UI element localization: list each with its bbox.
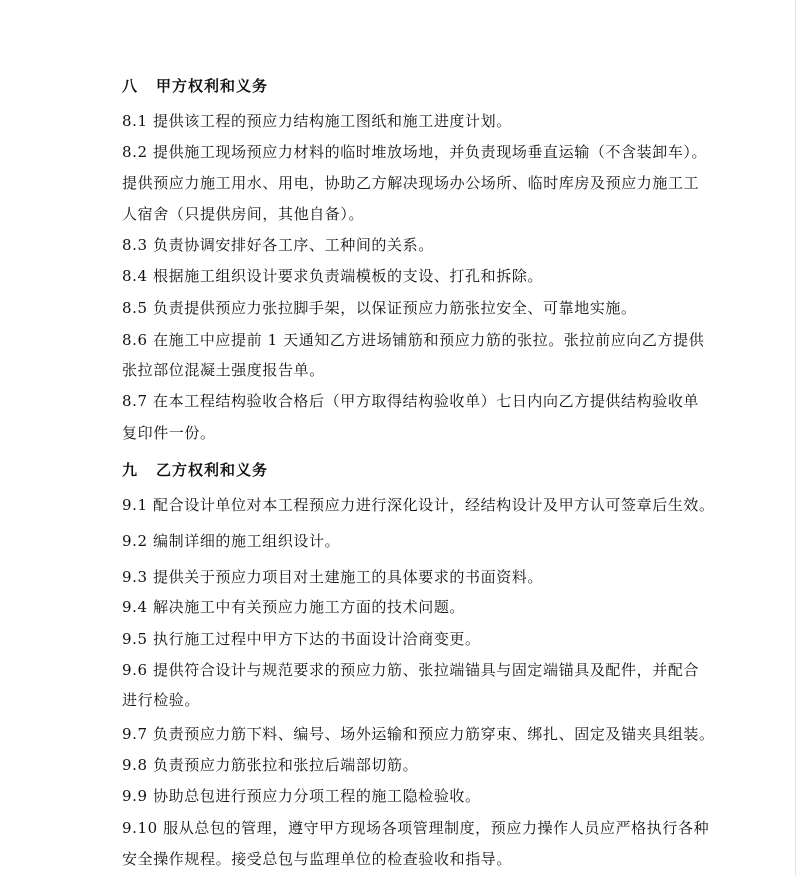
paragraph-line: 9.6 提供符合设计与规范要求的预应力筋、张拉端锚具与固定端锚具及配件，并配合 [122,661,700,679]
paragraph-line: 9.8 负责预应力筋张拉和张拉后端部切筋。 [122,756,419,774]
paragraph-line: 9.2 编制详细的施工组织设计。 [122,532,341,550]
paragraph-line: 9.5 执行施工过程中甲方下达的书面设计洽商变更。 [122,630,481,648]
paragraph-line: 提供预应力施工用水、用电，协助乙方解决现场办公场所、临时库房及预应力施工工 [122,174,700,192]
section-9-number: 九 [122,461,139,479]
paragraph-line: 安全操作规程。接受总包与监理单位的检查验收和指导。 [122,850,513,868]
section-8-title: 甲方权利和义务 [156,77,269,95]
paragraph-line: 9.9 协助总包进行预应力分项工程的施工隐检验收。 [122,787,481,805]
paragraph-line: 复印件一份。 [122,424,216,442]
section-9-title: 乙方权利和义务 [156,461,269,479]
paragraph-line: 8.6 在施工中应提前 1 天通知乙方进场铺筋和预应力筋的张拉。张拉前应向乙方提供 [122,331,705,349]
paragraph-line: 张拉部位混凝土强度报告单。 [122,361,325,379]
paragraph-line: 8.3 负责协调安排好各工序、工种间的关系。 [122,236,434,254]
paragraph-line: 9.10 服从总包的管理，遵守甲方现场各项管理制度，预应力操作人员应严格执行各种 [122,819,710,837]
section-9-heading [122,459,268,480]
paragraph-line: 8.4 根据施工组织设计要求负责端模板的支设、打孔和拆除。 [122,267,544,285]
paragraph-line: 人宿舍（只提供房间，其他自备）。 [122,205,365,223]
paragraph-line: 9.4 解决施工中有关预应力施工方面的技术问题。 [122,598,466,616]
paragraph-line: 8.7 在本工程结构验收合格后（甲方取得结构验收单）七日内向乙方提供结构验收单 [122,392,700,410]
paragraph-line: 9.3 提供关于预应力项目对土建施工的具体要求的书面资料。 [122,568,544,586]
paragraph-line: 9.1 配合设计单位对本工程预应力进行深化设计，经结构设计及甲方认可签章后生效。 [122,496,715,514]
paragraph-line: 9.7 负责预应力筋下料、编号、场外运输和预应力筋穿束、绑扎、固定及锚夹具组装。 [122,725,715,743]
paragraph-line: 8.1 提供该工程的预应力结构施工图纸和施工进度计划。 [122,112,512,130]
paragraph-line: 进行检验。 [122,691,201,709]
section-8-number: 八 [122,77,139,95]
section-8-heading [122,75,268,96]
paragraph-line: 8.5 负责提供预应力张拉脚手架，以保证预应力筋张拉安全、可靠地实施。 [122,299,637,317]
paragraph-line: 8.2 提供施工现场预应力材料的临时堆放场地，并负责现场垂直运输（不含装卸车）。 [122,143,708,161]
